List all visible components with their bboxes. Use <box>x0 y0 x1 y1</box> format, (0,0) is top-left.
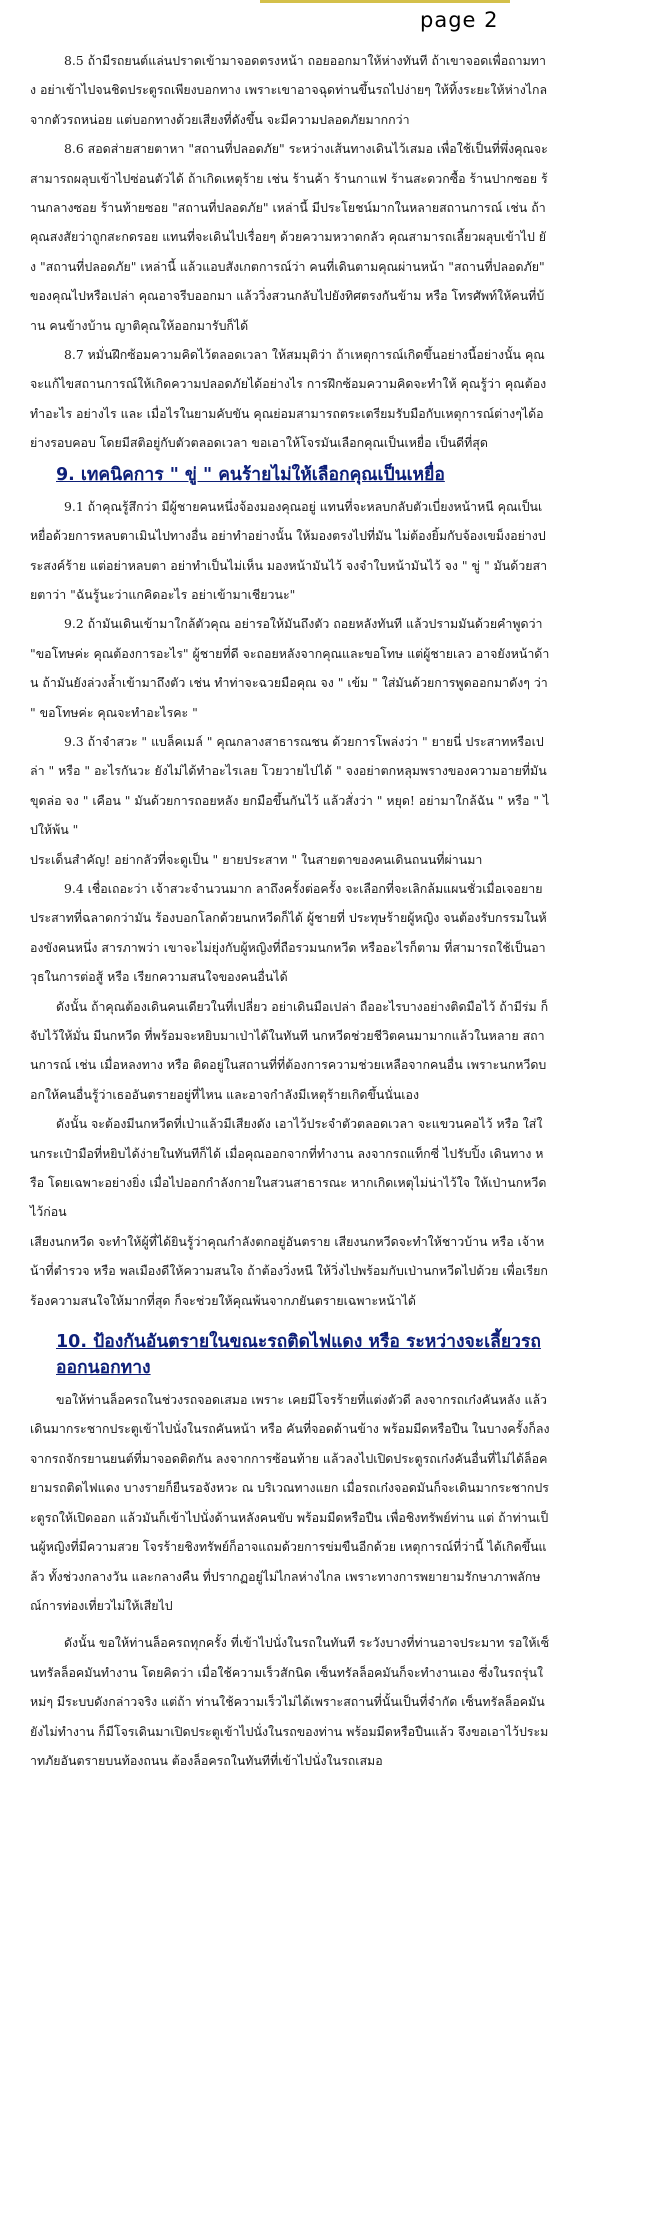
paragraph-9-2: 9.2 ถ้ามันเดินเข้ามาใกล้ตัวคุณ อย่ารอให้มันถึงตัว ถอยหลังทันที แล้วปรามมันด้วยคำพูดว่า "ขอโทษค่ะ คุณต้องการอะไร" ผู้ชายที่ดี จะถอยหลังจากคุณและขอโทษ แต่ผู้ชายเลว อาจยังหน้าด้าน ถ้ามันยังล่วงล้ำเข้ามาถึงตัว เช่น ทำท่าจะฉวยมือคุณ จง " เข้ม " ใส่มันด้วยการพูดออกมาดังๆ ว่า " ขอโทษค่ะ คุณจะทำอะไรคะ " <box>30 616 550 720</box>
paragraph-therefore-2: ดังนั้น จะต้องมีนกหวีดที่เป่าแล้วมีเสียงดัง เอาไว้ประจำตัวตลอดเวลา จะแขวนคอไว้ หรือ ใส่ในกระเป๋ามือที่หยิบได้ง่ายในทันทีก็ได้ เมื่อคุณออกจากที่ทำงาน ลงจากรถแท็กซี่ ไปรับปิ้ง เดินทาง หรือ โดยเฉพาะอย่างยิ่ง เมื่อไปออกกำลังกายในสวนสาธารณะ หากเกิดเหตุไม่น่าไว้ใจ ให้เป่านกหวีดไว้ก่อน <box>30 1116 547 1220</box>
paragraph-9-3: 9.3 ถ้าจำสวะ " แบล็คเมล์ " คุณกลางสาธารณชน ด้วยการโพล่งว่า " ยายนี่ ประสาทหรือเปล่า " หรือ " อะไรกันวะ ยังไม่ได้ทำอะไรเลย โวยวายไปได้ " จงอย่าตกหลุมพรางของความอายที่มันขุดล่อ จง " เคือน " มันด้วยการถอยหลัง ยกมือขึ้นกันไว้ แล้วสั่งว่า " หยุด! อย่ามาใกล้ฉัน " หรือ " ไปให้พ้น " <box>30 733 550 838</box>
paragraph-key-point: ประเด็นสำคัญ! อย่ากลัวที่จะดูเป็น " ยายประสาท " ในสายตาของคนเดินถนนที่ผ่านมา <box>30 851 483 867</box>
paragraph-10-1: ขอให้ท่านล็อครถในช่วงรถจอดเสมอ เพราะ เคยมีโจรร้ายที่แต่งตัวดี ลงจากรถเก๋งคันหลัง แล้วเดินมากระชากประตูเข้าไปนั่งในรถคันหน้า หรือ คันที่จอดด้านข้าง พร้อมมีดหรือปืน ในบางครั้งก็ลงจากรถจักรยานยนต์ที่มาจอดติดกัน ลงจากการซ้อนท้าย แล้วลงไปเปิดประตูรถเก๋งคันอื่นที่ไม่ได้ล็อค ยามรถติดไฟแดง บางรายก็ยืนรอจังหวะ ณ บริเวณทางแยก เมื่อรถเก๋งจอดมันก็จะเดินมากระชากประตูรถให้เปิดออก แล้วมันก็เข้าไปนั่งด้านหลังคนขับ พร้อมมีดหรือปืน เพื่อชิงทรัพย์ท่าน แต่ ถ้าท่านเป็นผู้หญิงที่มีความสวย โจรร้ายชิงทรัพย์ก็อาจแถมด้วยการข่มขืนอีกด้วย เหตุการณ์ที่ว่านี้ ได้เกิดขึ้นแล้ว ทั้งช่วงกลางวัน และกลางคืน ที่ปรากฏอยู่ไม่ไกลห่างไกล เพราะทางการพยายามรักษาภาพลักษณ์การท่องเที่ยวไม่ให้เสียไป <box>30 1392 550 1613</box>
page-number: page 2 <box>420 8 499 32</box>
paragraph-9-4: 9.4 เชื่อเถอะว่า เจ้าสวะจำนวนมาก ลาถึงครั้งต่อครั้ง จะเลือกที่จะเลิกล้มแผนชั่วเมื่อเจอยายประสาทที่ฉลาดกว่ามัน ร้องบอกโลกด้วยนกหวีดก็ได้ ผู้ชายที่ ประทุษร้ายผู้หญิง จนต้องรับกรรมในห้องขังคนหนึ่ง สารภาพว่า เขาจะไม่ยุ่งกับผู้หญิงที่ถือรวมนกหวีด หรืออะไรก็ตาม ที่สามารถใช้เป็นอาวุธในการต่อสู้ หรือ เรียกความสนใจของคนอื่นได้ <box>30 880 547 985</box>
document-body <box>30 46 550 1775</box>
paragraph-9-1: 9.1 ถ้าคุณรู้สึกว่า มีผู้ชายคนหนึ่งจ้องมองคุณอยู่ แทนที่จะหลบกลับตัวเบี่ยงหน้าหนี คุณเป็นเหยื่อด้วยการหลบตาเมินไปทางอื่น อย่าทำอย่างนั้น ให้มองตรงไปที่มัน ไม่ต้องยิ้มกับจ้องเขม็งอย่างประสงค์ร้าย แต่อย่าหลบตา อย่าทำเป็นไม่เห็น มองหน้ามันไว้ จงจำใบหน้ามันไว้ จง " ขู่ " มันด้วยสายตาว่า "ฉันรู้นะว่าแกคิดอะไร อย่าเข้ามาเชียวนะ" <box>30 498 548 602</box>
paragraph-10-2: ดังนั้น ขอให้ท่านล็อครถทุกครั้ง ที่เข้าไปนั่งในรถในทันที ระวังบางที่ท่านอาจประมาท รอให้เซ็นทรัลล็อคมันทำงาน โดยคิดว่า เมื่อใช้ความเร็วสักนิด เซ็นทรัลล็อคมันก็จะทำงานเอง ซึ่งในรถรุ่นใหม่ๆ มีระบบดังกล่าวจริง แต่ถ้า ท่านใช้ความเร็วไม่ได้เพราะสถานที่นั้นเป็นที่จำกัด เซ็นทรัลล็อคมันยังไม่ทำงาน ก็มีโจรเดินมาเปิดประตูเข้าไปนั่งในรถของท่าน พร้อมมีดหรือปืนแล้ว จึงขอเอาไว้ประมาทภัยอันตรายบนท้องถนน ต้องล็อครถในทันทีที่เข้าไปนั่งในรถเสมอ <box>30 1635 550 1768</box>
heading-section-9: 9. เทคนิคการ " ขู่ " คนร้ายไม่ให้เลือกคุณเป็นเหยื่อ <box>56 464 445 485</box>
top-rule <box>260 0 510 3</box>
heading-section-10: 10. ป้องกันอันตรายในขณะรถติดไฟแดง หรือ ระหว่างจะเลี้ยวรถออกนอกทาง <box>56 1332 541 1379</box>
paragraph-8-7: 8.7 หมั่นฝึกซ้อมความคิดไว้ตลอดเวลา ให้สมมุติว่า ถ้าเหตุการณ์เกิดขึ้นอย่างนี้อย่างนั้น คุณจะแก้ไขสถานการณ์ให้เกิดความปลอดภัยได้อย่างไร การฝึกซ้อมความคิดจะทำให้ คุณรู้ว่า คุณต้องทำอะไร อย่างไร และ เมื่อไรในยามคับขัน คุณย่อมสามารถตระเตรียมรับมือกับเหตุการณ์ต่างๆได้อย่างรอบคอบ โดยมีสติอยู่กับตัวตลอดเวลา ขอเอาให้โจรมันเลือกคุณเป็นเหยื่อ เป็นดีที่สุด <box>30 347 547 451</box>
paragraph-8-6: 8.6 สอดส่ายสายตาหา "สถานที่ปลอดภัย" ระหว่างเส้นทางเดินไว้เสมอ เพื่อใช้เป็นที่พึ่งคุณจะสามารถผลุบเข้าไปซ่อนตัวได้ ถ้าเกิดเหตุร้าย เช่น ร้านค้า ร้านกาแฟ ร้านสะดวกซื้อ ร้านปากซอย ร้านกลางซอย ร้านท้ายซอย "สถานที่ปลอดภัย" เหล่านี้ มีประโยชน์มากในหลายสถานการณ์ เช่น ถ้าคุณสงสัยว่าถูกสะกดรอย แทนที่จะเดินไปเรื่อยๆ ด้วยความหวาดกลัว คุณสามารถเลี้ยวผลุบเข้าไป ยัง "สถานที่ปลอดภัย" เหล่านี้ แล้วแอบสังเกตการณ์ว่า คนที่เดินตามคุณผ่านหน้า "สถานที่ปลอดภัย" ของคุณไปหรือเปล่า คุณอาจรีบออกมา แล้ววิ่งสวนกลับไปยังทิศตรงกันข้าม หรือ โทรศัพท์ให้คนที่บ้าน คนข้างบ้าน ญาติคุณให้ออกมารับก็ได้ <box>30 141 548 333</box>
paragraph-8-5: 8.5 ถ้ามีรถยนต์แล่นปราดเข้ามาจอดตรงหน้า ถอยออกมาให้ห่างทันที ถ้าเขาจอดเพื่อถามทาง อย่าเข้าไปจนชิดประตูรถเพียงบอกทาง เพราะเขาอาจฉุดท่านขึ้นรถไปง่ายๆ ให้ทิ้งระยะให้ห่างไกลจากตัวรถหน่อย แต่บอกทางด้วยเสียงที่ดังขึ้น จะมีความปลอดภัยมากกว่า <box>30 53 548 127</box>
paragraph-therefore-1: ดังนั้น ถ้าคุณต้องเดินคนเดียวในที่เปลี่ยว อย่าเดินมือเปล่า ถืออะไรบางอย่างติดมือไว้ ถ้ามีร่ม ก็จับไว้ให้มั่น มีนกหวีด ที่พร้อมจะหยิบมาเป่าได้ในทันที นกหวีดช่วยชีวิตคนมามากแล้วในหลาย สถานการณ์ เช่น เมื่อหลงทาง หรือ ติดอยู่ในสถานที่ที่ต้องการความช่วยเหลือจากคนอื่น เพราะนกหวีดบอกให้คนอื่นรู้ว่าเธออันตรายอยู่ที่ไหน และอาจกำลังมีเหตุร้ายเกิดขึ้นนั่นเอง <box>30 998 549 1102</box>
paragraph-whistle: เสียงนกหวีด จะทำให้ผู้ที่ได้ยินรู้ว่าคุณกำลังตกอยู่อันตราย เสียงนกหวีดจะทำให้ชาวบ้าน หรือ เจ้าหน้าที่ตำรวจ หรือ พลเมืองดีให้ความสนใจ ถ้าต้องวิ่งหนี ให้วิ่งไปพร้อมกับเป่านกหวีดไปด้วย เพื่อเรียกร้องความสนใจให้มากที่สุด ก็จะช่วยให้คุณพ้นจากภยันตรายเฉพาะหน้าได้ <box>30 1233 548 1308</box>
